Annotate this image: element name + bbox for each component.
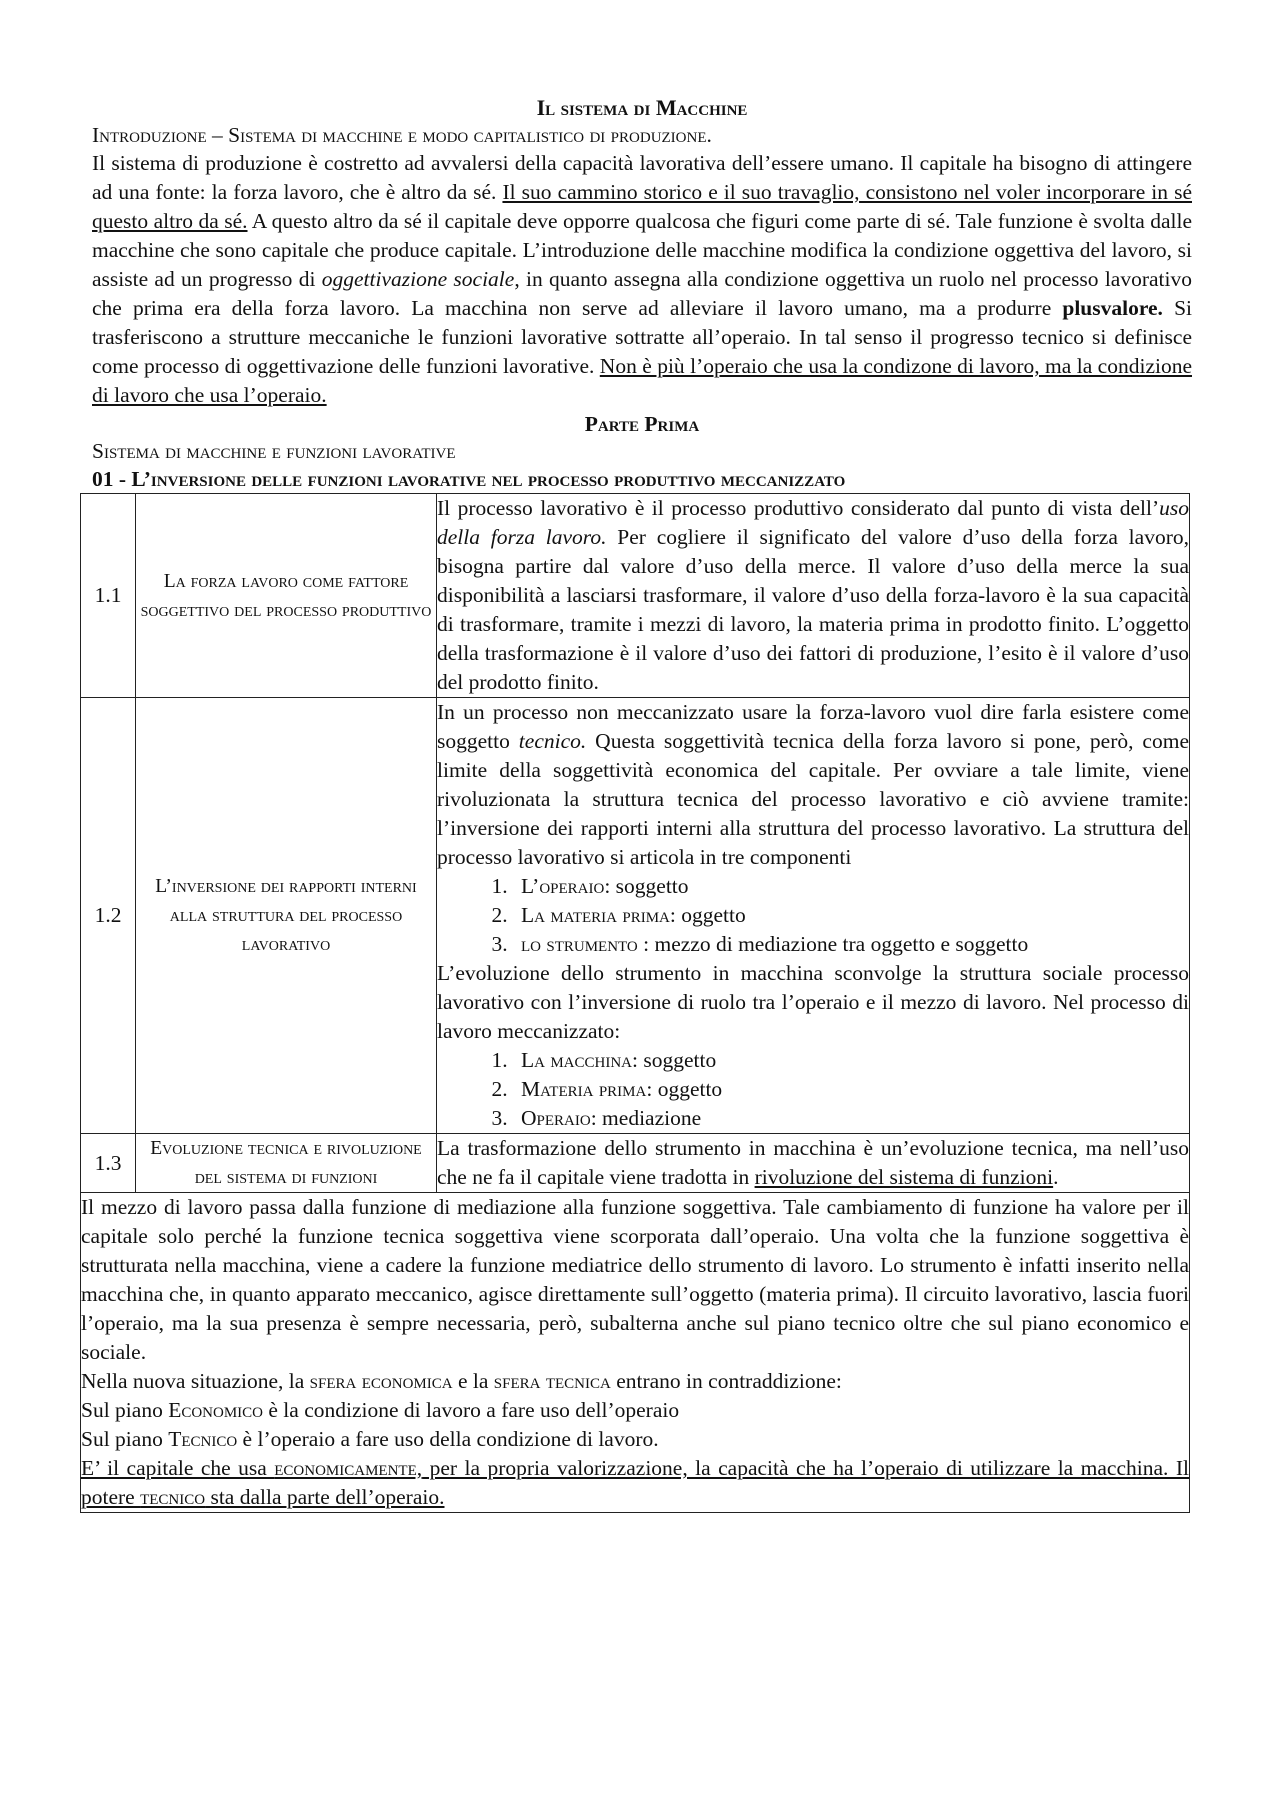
intro-bold: plusvalore. [1062, 296, 1163, 320]
summary-term: Tecnico [168, 1427, 238, 1451]
intro-text-1: Il sistema di produzione è costretto ad avvalersi della capacità lavorativa dell’essere umano. Il capitale ha bisogno di attingere ad una fonte: la forza lavoro, che è altro da sé. [92, 151, 1192, 204]
summary-term: economicamente, [274, 1456, 423, 1480]
document-title: Il sistema di Macchine [536, 95, 748, 120]
row-body [437, 1134, 1190, 1193]
list-item-text: : oggetto [669, 903, 746, 927]
list-item-label: L’operaio [521, 874, 605, 898]
row-body [437, 698, 1190, 1134]
list-item [513, 872, 1189, 901]
intro-text-2: A questo altro da sé il capitale deve opporre qualcosa che figuri come parte di sé. Tale funzione è svolta dalle macchine che sono capitale che produce capitale. L’introduzione delle macchine modifica la condizione oggettiva del lavoro, si assiste ad un progresso di [92, 209, 1192, 291]
list-item [513, 901, 1189, 930]
row-topic: L’inversione dei rapporti interni alla struttura del processo lavorativo [136, 698, 437, 1134]
summary-text: sta dalla parte dell’operaio. [205, 1485, 445, 1509]
intro-heading: Introduzione – Sistema di macchine e modo capitalistico di produzione. [92, 123, 712, 147]
summary-row [81, 1193, 1190, 1513]
summary-term: tecnico [140, 1485, 206, 1509]
row-italic: tecnico. [518, 729, 587, 753]
intro-underlined-2: Non è più l’operaio che usa la condizone di lavoro, ma la condizione di lavoro che usa l’operaio. [92, 354, 1192, 407]
section-subtitle: Sistema di macchine e funzioni lavorative [92, 439, 456, 463]
summary-term: sfera economica [309, 1369, 453, 1393]
row-body [437, 494, 1190, 698]
list-item-label: Operaio [521, 1106, 591, 1130]
chapter-title: 01 - L’inversione delle funzioni lavorative nel processo produttivo meccanizzato [92, 467, 846, 491]
list-item-label: Materia prima [521, 1077, 647, 1101]
row-topic: Evoluzione tecnica e rivoluzione del sistema di funzioni [136, 1134, 437, 1193]
summary-text: è la condizione di lavoro a fare uso dell’operaio [263, 1398, 680, 1422]
row-text: La trasformazione dello strumento in macchina è un’evoluzione tecnica, ma nell’uso che ne fa il capitale viene tradotta in [437, 1136, 1189, 1189]
list-item-text: : mediazione [590, 1106, 702, 1130]
summary-line [81, 1425, 1189, 1454]
list-item-text: : soggetto [632, 1048, 717, 1072]
components-list [437, 872, 1189, 959]
row-topic: La forza lavoro come fattore soggettivo del processo produttivo [136, 494, 437, 698]
row-text: Per cogliere il significato del valore d’uso della forza lavoro, bisogna partire dal valore d’uso della merce. Il valore d’uso della merce la sua disponibilità a lasciarsi trasformare, il valore d’uso della forza-lavoro è la sua capacità di trasformare, tramite i mezzi di lavoro, la materia prima in prodotto finito. L’oggetto della trasformazione è il valore d’uso dei fattori di produzione, l’esito è il valore d’uso del prodotto finito. [437, 525, 1189, 694]
summary-term: sfera tecnica [493, 1369, 611, 1393]
list-item [513, 1104, 1189, 1133]
mechanized-list [437, 1046, 1189, 1133]
summary-term: Economico [168, 1398, 264, 1422]
summary-text: Sul piano [81, 1427, 169, 1451]
list-item-text: : mezzo di mediazione tra oggetto e soggetto [637, 932, 1029, 956]
list-item-text: : oggetto [646, 1077, 723, 1101]
list-item [513, 930, 1189, 959]
summary-text: Sul piano [81, 1398, 169, 1422]
summary-cell [81, 1193, 1190, 1513]
table-row [81, 1134, 1190, 1193]
summary-paragraph: Il mezzo di lavoro passa dalla funzione di mediazione alla funzione soggettiva. Tale cambiamento di funzione ha valore per il capitale solo perché la funzione tecnica soggettiva viene scorporata dall’operaio. Una volta che la funzione soggettiva è strutturata nella macchina, viene a cadere la funzione mediatrice dello strumento di lavoro. Lo strumento è infatti inserito nella macchina che, in quanto apparato meccanico, agisce direttamente sull’oggetto (materia prima). Il circuito lavorativo, lascia fuori l’operaio, ma la sua presenza è sempre necessaria, però, subalterna anche sul piano tecnico oltre che sul piano economico e sociale. [81, 1195, 1189, 1364]
part-title: Parte Prima [584, 412, 700, 436]
content-table [80, 493, 1190, 1513]
list-item [513, 1075, 1189, 1104]
summary-text: Nella nuova situazione, la [81, 1369, 310, 1393]
intro-underlined-1: Il suo cammino storico e il suo travaglio, consistono nel voler incorporare in sé questo altro da sé. [92, 180, 1192, 233]
row-text: Questa soggettività tecnica della forza lavoro si pone, però, come limite della soggettività economica del capitale. Per ovviare a tale limite, viene rivoluzionata la struttura tecnica del processo lavorativo e ciò avviene tramite: l’inversione dei rapporti interni alla struttura del processo lavorativo. La struttura del processo lavorativo si articola in tre componenti [437, 729, 1189, 869]
intro-italic: oggettivazione sociale [321, 267, 515, 291]
summary-text: e la [452, 1369, 494, 1393]
table-row [81, 698, 1190, 1134]
summary-text: E’ il capitale che usa [81, 1456, 275, 1480]
summary-text: è l’operaio a fare uso della condizione di lavoro. [237, 1427, 659, 1451]
intro-paragraph [92, 149, 1192, 410]
row-underlined: rivoluzione del sistema di funzioni [754, 1165, 1054, 1189]
list-item-text: : soggetto [604, 874, 689, 898]
row-text: In un processo non meccanizzato usare la forza-lavoro vuol dire farla esistere come soggetto [437, 700, 1189, 753]
summary-line [81, 1367, 1189, 1396]
list-item [513, 1046, 1189, 1075]
row-number: 1.2 [81, 698, 136, 1134]
list-item-label: La materia prima [521, 903, 670, 927]
row-number: 1.1 [81, 494, 136, 698]
table-row [81, 494, 1190, 698]
list-item-label: La macchina [521, 1048, 633, 1072]
row-text: . [1053, 1165, 1059, 1189]
list-item-label: lo strumento [521, 932, 638, 956]
row-number: 1.3 [81, 1134, 136, 1193]
intro-text-3: , in quanto assegna alla condizione oggettiva un ruolo nel processo lavorativo che prima era della forza lavoro. La macchina non serve ad alleviare il lavoro umano, ma a produrre [92, 267, 1192, 320]
summary-text: per la propria valorizzazione, la capacità che ha l’operaio di utilizzare la macchina. Il potere [81, 1456, 1189, 1509]
intro-text-4: Si trasferiscono a strutture meccaniche le funzioni lavorative sottratte all’operaio. In tal senso il progresso tecnico si definisce come processo di oggettivazione delle funzioni lavorative. [92, 296, 1192, 378]
row-italic: uso della forza lavoro. [437, 496, 1189, 549]
document-page [81, 94, 1192, 1513]
row-paragraph: L’evoluzione dello strumento in macchina sconvolge la struttura sociale processo lavorativo con l’inversione di ruolo tra l’operaio e il mezzo di lavoro. Nel processo di lavoro meccanizzato: [437, 961, 1189, 1043]
summary-line [81, 1396, 1189, 1425]
row-paragraph [437, 698, 1189, 872]
summary-conclusion [81, 1454, 1189, 1512]
summary-text: entrano in contraddizione: [610, 1369, 842, 1393]
row-text: Il processo lavorativo è il processo produttivo considerato dal punto di vista dell’ [437, 496, 1160, 520]
